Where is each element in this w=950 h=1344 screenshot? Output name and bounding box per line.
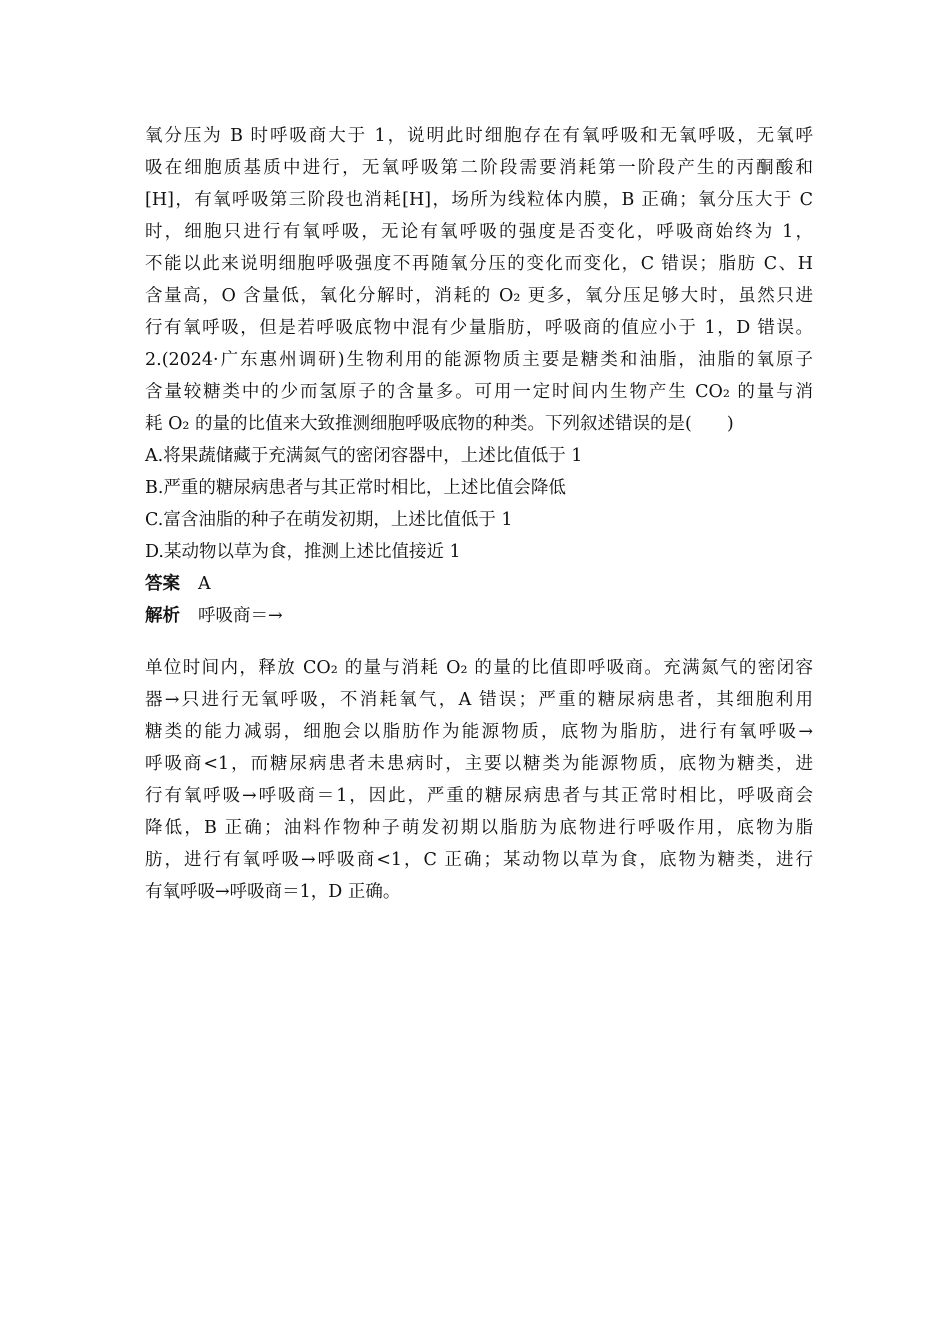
text-line: 氧分压为 B 时呼吸商大于 1，说明此时细胞存在有氧呼吸和无氧呼吸，无氧呼 (145, 126, 813, 146)
question-stem (145, 344, 813, 440)
option-d: D.某动物以草为食，推测上述比值接近 1 (145, 542, 461, 562)
analysis-line: 呼吸商<1，而糖尿病患者未患病时，主要以糖类为能源物质，底物为糖类，进 (145, 754, 813, 774)
text-line: 吸在细胞质基质中进行，无氧呼吸第二阶段需要消耗第一阶段产生的丙酮酸和 (145, 158, 813, 178)
analysis-line: 单位时间内，释放 CO₂ 的量与消耗 O₂ 的量的比值即呼吸商。充满氮气的密闭容 (145, 658, 813, 678)
document-page (145, 120, 813, 908)
question-options (145, 440, 813, 568)
previous-answer-explanation (145, 120, 813, 344)
formula-spacer (145, 632, 813, 652)
analysis-heading-row (145, 600, 813, 632)
text-line: 含量高，O 含量低，氧化分解时，消耗的 O₂ 更多，氧分压足够大时，虽然只进 (145, 286, 813, 306)
analysis-line: 肪，进行有氧呼吸→呼吸商<1，C 正确；某动物以草为食，底物为糖类，进行 (145, 850, 813, 870)
question-line: 含量较糖类中的少而氢原子的含量多。可用一定时间内生物产生 CO₂ 的量与消 (145, 382, 813, 402)
analysis-line: 糖类的能力减弱，细胞会以脂肪作为能源物质，底物为脂肪，进行有氧呼吸→ (145, 722, 813, 742)
analysis-body (145, 652, 813, 908)
answer-row (145, 568, 813, 600)
analysis-line: 有氧呼吸→呼吸商＝1，D 正确。 (145, 882, 401, 902)
text-line: 行有氧呼吸，但是若呼吸底物中混有少量脂肪，呼吸商的值应小于 1，D 错误。 (145, 318, 813, 338)
text-line: 不能以此来说明细胞呼吸强度不再随氧分压的变化而变化，C 错误；脂肪 C、H (145, 254, 813, 274)
text-line: 时，细胞只进行有氧呼吸，无论有氧呼吸的强度是否变化，呼吸商始终为 1， (145, 222, 813, 242)
analysis-label: 解析 (145, 606, 180, 626)
analysis-line: 降低，B 正确；油料作物种子萌发初期以脂肪为底物进行呼吸作用，底物为脂 (145, 818, 813, 838)
option-b: B.严重的糖尿病患者与其正常时相比，上述比值会降低 (145, 478, 566, 498)
question-line: 耗 O₂ 的量的比值来大致推测细胞呼吸底物的种类。下列叙述错误的是( ) (145, 414, 734, 434)
analysis-line: 器→只进行无氧呼吸，不消耗氧气，A 错误；严重的糖尿病患者，其细胞利用 (145, 690, 813, 710)
option-c: C.富含油脂的种子在萌发初期，上述比值低于 1 (145, 510, 513, 530)
analysis-line: 行有氧呼吸→呼吸商＝1，因此，严重的糖尿病患者与其正常时相比，呼吸商会 (145, 786, 813, 806)
question-line: 2.(2024·广东惠州调研)生物利用的能源物质主要是糖类和油脂，油脂的氧原子 (145, 350, 813, 370)
text-line: [H]，有氧呼吸第三阶段也消耗[H]，场所为线粒体内膜，B 正确；氧分压大于 C (145, 190, 813, 210)
analysis-formula: 呼吸商＝→ (198, 606, 283, 626)
answer-label: 答案 (145, 574, 180, 594)
answer-value: A (198, 574, 211, 594)
option-a: A.将果蔬储藏于充满氮气的密闭容器中，上述比值低于 1 (145, 446, 583, 466)
